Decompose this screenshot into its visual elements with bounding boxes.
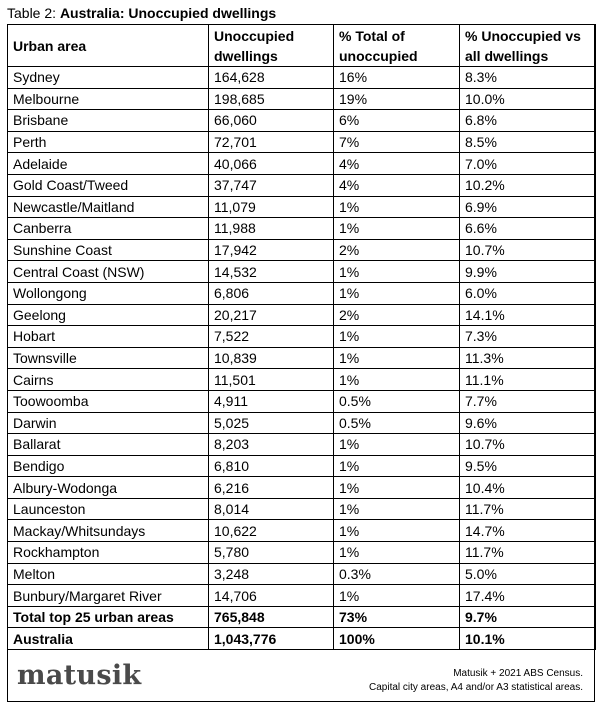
table-body: [8, 67, 596, 650]
header-pct-total: % Total of unoccupied: [334, 25, 460, 67]
matusik-logo: matusik: [17, 660, 142, 691]
table-row: [8, 67, 596, 89]
cell-pct-total: 0.3%: [334, 563, 460, 585]
cell-unoccupied: 37,747: [209, 174, 334, 196]
cell-urban-area: Melton: [8, 563, 209, 585]
cell-urban-area: Perth: [8, 131, 209, 153]
cell-urban-area: Cairns: [8, 369, 209, 391]
table-row: [8, 477, 596, 499]
cell-pct-total: 100%: [334, 628, 460, 650]
cell-unoccupied: 6,806: [209, 282, 334, 304]
table-row: [8, 218, 596, 240]
table-row: [8, 239, 596, 261]
table-row: [8, 131, 596, 153]
cell-pct-all: 9.9%: [460, 261, 596, 283]
cell-urban-area: Bendigo: [8, 455, 209, 477]
cell-pct-total: 1%: [334, 477, 460, 499]
cell-unoccupied: 765,848: [209, 606, 334, 628]
source-line-1: Matusik + 2021 ABS Census.: [453, 668, 583, 679]
table-row: [8, 412, 596, 434]
table-row: [8, 326, 596, 348]
table-row: [8, 347, 596, 369]
cell-pct-all: 6.6%: [460, 218, 596, 240]
cell-pct-all: 14.1%: [460, 304, 596, 326]
cell-unoccupied: 6,216: [209, 477, 334, 499]
cell-urban-area: Hobart: [8, 326, 209, 348]
cell-unoccupied: 11,079: [209, 196, 334, 218]
cell-pct-all: 10.7%: [460, 239, 596, 261]
cell-pct-total: 1%: [334, 542, 460, 564]
table-row: [8, 110, 596, 132]
cell-urban-area: Darwin: [8, 412, 209, 434]
table-row: [8, 455, 596, 477]
cell-pct-total: 4%: [334, 174, 460, 196]
header-urban-area: Urban area: [8, 25, 209, 67]
cell-unoccupied: 72,701: [209, 131, 334, 153]
table-row: [8, 153, 596, 175]
cell-unoccupied: 66,060: [209, 110, 334, 132]
header-row: [8, 25, 596, 67]
cell-unoccupied: 164,628: [209, 67, 334, 89]
source-line-2: Capital city areas, A4 and/or A3 statistical areas.: [369, 682, 583, 693]
table-row: [8, 434, 596, 456]
cell-unoccupied: 40,066: [209, 153, 334, 175]
cell-pct-total: 19%: [334, 88, 460, 110]
cell-pct-all: 17.4%: [460, 585, 596, 607]
cell-urban-area: Melbourne: [8, 88, 209, 110]
cell-pct-total: 1%: [334, 261, 460, 283]
cell-pct-total: 1%: [334, 369, 460, 391]
table-row: [8, 369, 596, 391]
cell-pct-all: 9.7%: [460, 606, 596, 628]
cell-unoccupied: 198,685: [209, 88, 334, 110]
cell-pct-total: 4%: [334, 153, 460, 175]
cell-urban-area: Newcastle/Maitland: [8, 196, 209, 218]
cell-pct-all: 11.7%: [460, 498, 596, 520]
cell-urban-area: Total top 25 urban areas: [8, 606, 209, 628]
table-row: [8, 261, 596, 283]
cell-pct-total: 1%: [334, 196, 460, 218]
cell-pct-total: 1%: [334, 218, 460, 240]
cell-pct-all: 10.2%: [460, 174, 596, 196]
table-row: [8, 542, 596, 564]
cell-pct-all: 14.7%: [460, 520, 596, 542]
cell-unoccupied: 11,988: [209, 218, 334, 240]
cell-pct-all: 6.0%: [460, 282, 596, 304]
cell-urban-area: Bunbury/Margaret River: [8, 585, 209, 607]
cell-unoccupied: 17,942: [209, 239, 334, 261]
cell-pct-all: 9.5%: [460, 455, 596, 477]
cell-unoccupied: 7,522: [209, 326, 334, 348]
table-row: [8, 304, 596, 326]
total-row: [8, 628, 596, 650]
table-row: [8, 282, 596, 304]
cell-urban-area: Geelong: [8, 304, 209, 326]
cell-pct-all: 9.6%: [460, 412, 596, 434]
table-row: [8, 585, 596, 607]
cell-pct-all: 7.3%: [460, 326, 596, 348]
cell-urban-area: Brisbane: [8, 110, 209, 132]
cell-urban-area: Albury-Wodonga: [8, 477, 209, 499]
cell-pct-all: 6.9%: [460, 196, 596, 218]
cell-pct-all: 8.3%: [460, 67, 596, 89]
cell-pct-all: 11.3%: [460, 347, 596, 369]
table-caption: [7, 4, 276, 22]
cell-urban-area: Sydney: [8, 67, 209, 89]
table-row: [8, 174, 596, 196]
header-pct-all-dwellings: % Unoccupied vs all dwellings: [460, 25, 596, 67]
cell-unoccupied: 14,706: [209, 585, 334, 607]
cell-pct-total: 2%: [334, 304, 460, 326]
cell-pct-all: 6.8%: [460, 110, 596, 132]
cell-pct-total: 1%: [334, 347, 460, 369]
cell-pct-total: 1%: [334, 520, 460, 542]
cell-unoccupied: 3,248: [209, 563, 334, 585]
cell-unoccupied: 5,780: [209, 542, 334, 564]
cell-pct-all: 11.7%: [460, 542, 596, 564]
cell-pct-total: 73%: [334, 606, 460, 628]
cell-pct-all: 8.5%: [460, 131, 596, 153]
total-row: [8, 606, 596, 628]
cell-pct-all: 10.4%: [460, 477, 596, 499]
cell-urban-area: Toowoomba: [8, 390, 209, 412]
cell-unoccupied: 4,911: [209, 390, 334, 412]
cell-urban-area: Sunshine Coast: [8, 239, 209, 261]
cell-pct-total: 6%: [334, 110, 460, 132]
cell-urban-area: Launceston: [8, 498, 209, 520]
cell-unoccupied: 11,501: [209, 369, 334, 391]
cell-pct-total: 1%: [334, 585, 460, 607]
cell-pct-total: 1%: [334, 282, 460, 304]
table-row: [8, 196, 596, 218]
header-unoccupied-dwellings: Unoccupied dwellings: [209, 25, 334, 67]
cell-urban-area: Australia: [8, 628, 209, 650]
cell-urban-area: Rockhampton: [8, 542, 209, 564]
cell-unoccupied: 10,622: [209, 520, 334, 542]
caption-prefix: Table 2:: [7, 5, 60, 21]
cell-unoccupied: 10,839: [209, 347, 334, 369]
cell-unoccupied: 8,014: [209, 498, 334, 520]
cell-unoccupied: 5,025: [209, 412, 334, 434]
cell-urban-area: Townsville: [8, 347, 209, 369]
cell-urban-area: Gold Coast/Tweed: [8, 174, 209, 196]
cell-pct-all: 11.1%: [460, 369, 596, 391]
cell-urban-area: Central Coast (NSW): [8, 261, 209, 283]
cell-pct-all: 10.7%: [460, 434, 596, 456]
cell-pct-all: 7.7%: [460, 390, 596, 412]
cell-urban-area: Mackay/Whitsundays: [8, 520, 209, 542]
cell-pct-total: 1%: [334, 455, 460, 477]
table-row: [8, 563, 596, 585]
cell-unoccupied: 20,217: [209, 304, 334, 326]
cell-pct-all: 7.0%: [460, 153, 596, 175]
cell-urban-area: Ballarat: [8, 434, 209, 456]
table-row: [8, 88, 596, 110]
unoccupied-dwellings-table: [7, 24, 596, 650]
cell-unoccupied: 8,203: [209, 434, 334, 456]
table-row: [8, 390, 596, 412]
caption-title: Australia: Unoccupied dwellings: [59, 5, 277, 21]
cell-unoccupied: 6,810: [209, 455, 334, 477]
cell-pct-total: 0.5%: [334, 412, 460, 434]
source-note: [369, 667, 583, 695]
cell-pct-total: 0.5%: [334, 390, 460, 412]
table-row: [8, 520, 596, 542]
cell-pct-total: 7%: [334, 131, 460, 153]
cell-pct-total: 2%: [334, 239, 460, 261]
cell-urban-area: Wollongong: [8, 282, 209, 304]
cell-pct-total: 1%: [334, 326, 460, 348]
cell-pct-total: 1%: [334, 498, 460, 520]
table-row: [8, 498, 596, 520]
cell-urban-area: Adelaide: [8, 153, 209, 175]
cell-pct-all: 10.0%: [460, 88, 596, 110]
cell-pct-total: 1%: [334, 434, 460, 456]
cell-pct-all: 10.1%: [460, 628, 596, 650]
cell-pct-total: 16%: [334, 67, 460, 89]
cell-urban-area: Canberra: [8, 218, 209, 240]
cell-unoccupied: 1,043,776: [209, 628, 334, 650]
cell-unoccupied: 14,532: [209, 261, 334, 283]
cell-pct-all: 5.0%: [460, 563, 596, 585]
